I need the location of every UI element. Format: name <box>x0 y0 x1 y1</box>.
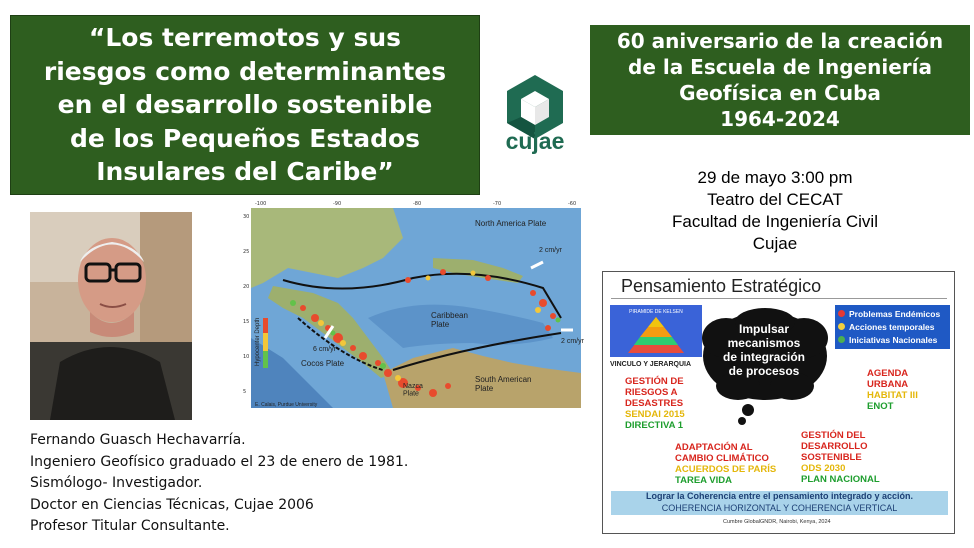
climate-adaptation-block: ADAPTACIÓN AL CAMBIO CLIMÁTICO ACUERDOS DE PARÍS TAREA VIDA <box>675 442 777 486</box>
anniversary-line: de la Escuela de Ingeniería <box>628 55 932 79</box>
talk-title-line: “Los terremotos y sus <box>88 23 402 53</box>
depth-label: Hypocenter Depth <box>255 317 261 366</box>
lat-tick: 15 <box>243 319 250 325</box>
talk-title-line: en el desarrollo sostenible <box>57 90 433 120</box>
lat-tick: 20 <box>243 284 250 290</box>
caribbean-tectonic-map <box>243 198 588 421</box>
lon-tick: -90 <box>333 201 342 207</box>
talk-title-line: de los Pequeños Estados <box>69 123 421 153</box>
event-venue: Teatro del CECAT <box>707 190 843 209</box>
speaker-bio <box>30 430 470 538</box>
anniversary-line: 60 aniversario de la creación <box>616 29 944 53</box>
strategic-thinking-slide <box>602 271 955 534</box>
south-america-label: South American Plate <box>475 375 532 393</box>
sustainable-development-block: GESTIÓN DEL DESARROLLO SOSTENIBLE ODS 2030 PLAN NACIONAL <box>801 430 880 485</box>
lat-tick: 30 <box>243 214 250 220</box>
legend-item: Problemas Endémicos <box>838 307 947 320</box>
talk-title-line: Insulares del Caribe” <box>96 157 394 187</box>
lat-tick: 10 <box>243 354 250 360</box>
lon-tick: -100 <box>255 201 267 207</box>
logo-text: cujae <box>505 128 565 154</box>
map-credit: E. Calais, Purdue University <box>255 402 318 408</box>
lat-tick: 5 <box>243 389 247 395</box>
bio-line: Profesor Titular Consultante. <box>30 518 230 534</box>
coherence-banner: Lograr la Coherencia entre el pensamiento integrado y acción. COHERENCIA HORIZONTAL Y COHERENCIA VERTICAL <box>611 491 948 515</box>
rate-label-3: 6 cm/yr <box>313 346 336 353</box>
urban-agenda-block: AGENDA URBANA HABITAT III ENOT <box>867 368 918 412</box>
pyramid-caption: VINCULO Y JERARQUIA <box>610 361 692 368</box>
talk-title-line: riesgos como determinantes <box>43 56 447 86</box>
legend-dot-green <box>838 336 845 343</box>
anniversary-box <box>590 25 970 135</box>
title-divider <box>611 298 947 299</box>
rate-label-2: 2 cm/yr <box>561 338 584 345</box>
slide-footnote: Cumbre GlobalGNDR, Nairobi, Kenya, 2024 <box>723 519 831 525</box>
bio-line: Doctor en Ciencias Técnicas, Cujae 2006 <box>30 496 314 513</box>
bio-line: Sismólogo- Investigador. <box>30 475 203 491</box>
lat-tick: 25 <box>243 249 250 255</box>
event-details <box>640 167 910 255</box>
legend-box <box>835 305 950 349</box>
north-america-label: North America Plate <box>475 219 547 228</box>
cocos-label: Cocos Plate <box>301 359 345 368</box>
caribbean-label: Caribbean Plate <box>431 311 468 329</box>
bio-line: Ingeniero Geofísico graduado el 23 de enero de 1981. <box>30 453 409 470</box>
legend-item: Iniciativas Nacionales <box>838 333 947 346</box>
lon-tick: -80 <box>413 201 422 207</box>
pyramid-title: PIRAMIDE DE KELSEN <box>629 309 683 315</box>
nazca-label: Nazca Plate <box>403 383 423 398</box>
event-institution: Cujae <box>752 234 798 253</box>
cloud-text: Impulsar mecanismos de integración de procesos <box>722 322 805 378</box>
event-date-time: 29 de mayo 3:00 pm <box>697 168 853 187</box>
kelsen-pyramid-image <box>610 305 702 357</box>
speaker-photo <box>30 212 192 420</box>
risk-management-block: GESTIÓN DE RIESGOS A DESASTRES SENDAI 2015 DIRECTIVA 1 <box>625 376 685 431</box>
lon-tick: -60 <box>568 201 577 207</box>
bio-name: Fernando Guasch Hechavarría. <box>30 432 246 448</box>
anniversary-line: Geofísica en Cuba <box>679 81 881 105</box>
lon-tick: -70 <box>493 201 502 207</box>
legend-item: Acciones temporales <box>838 320 947 333</box>
anniversary-line: 1964-2024 <box>720 107 840 131</box>
rate-label-1: 2 cm/yr <box>539 247 562 254</box>
talk-title-box <box>10 15 480 195</box>
legend-dot-red <box>838 310 845 317</box>
event-faculty: Facultad de Ingeniería Civil <box>671 212 878 231</box>
legend-dot-yellow <box>838 323 845 330</box>
strategic-title: Pensamiento Estratégico <box>621 276 822 296</box>
